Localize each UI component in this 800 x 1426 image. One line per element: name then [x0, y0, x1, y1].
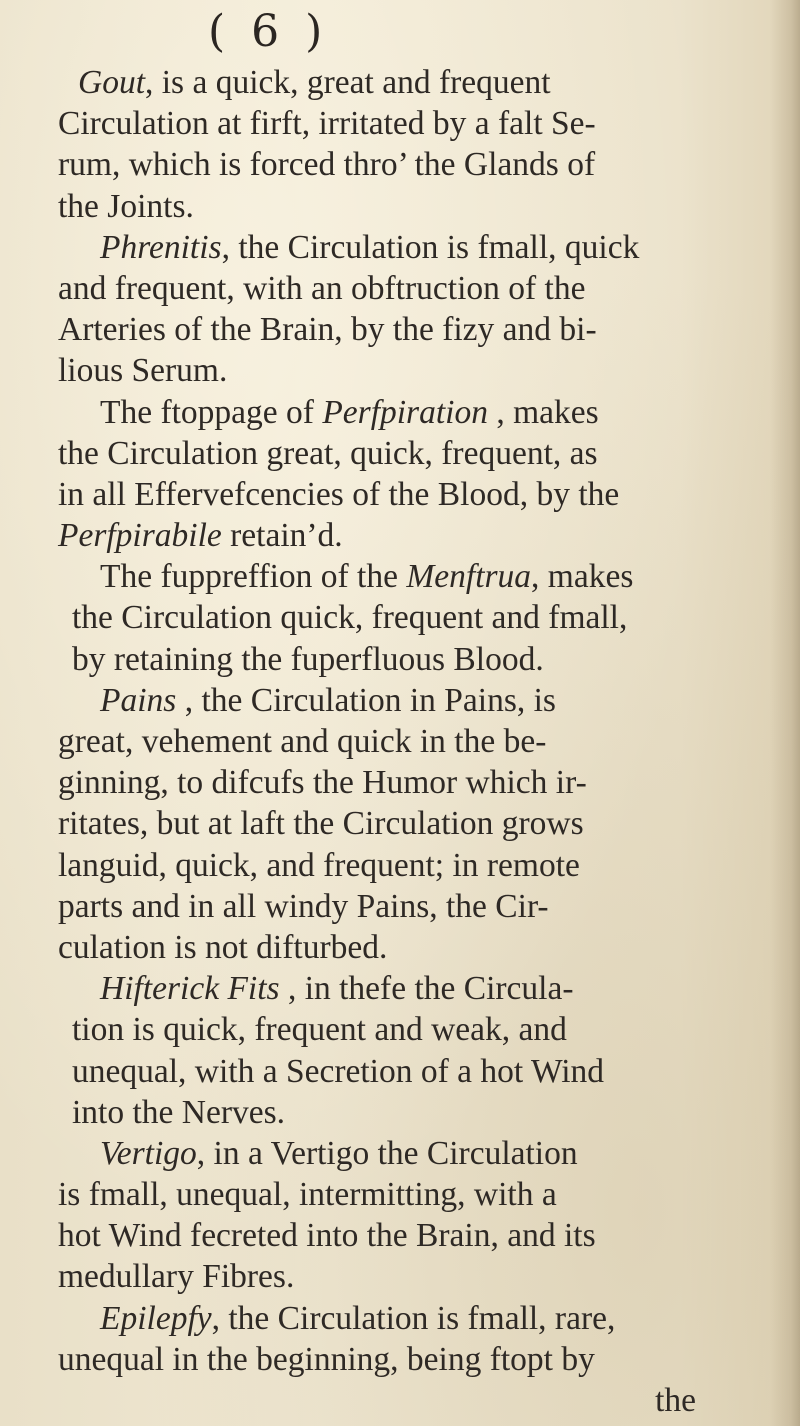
text-line: hot Wind fecreted into the Brain, and its [58, 1217, 596, 1255]
text-line: Vertigo, in a Vertigo the Circulation [100, 1134, 578, 1172]
text-line: The fuppreffion of the Menftrua, makes [100, 558, 634, 596]
text-line: unequal, with a Secretion of a hot Wind [72, 1052, 605, 1090]
text-line: The ftoppage of Perfpiration , makes [100, 393, 599, 431]
text-line: lious Serum. [58, 352, 228, 390]
text-line: languid, quick, and frequent; in remote [58, 846, 580, 884]
text-line: rum, which is forced thro’ the Glands of [58, 146, 596, 184]
text-line: unequal in the beginning, being ftopt by [58, 1340, 595, 1378]
text-line: ritates, but at laft the Circulation grows [58, 805, 584, 843]
text-line: the Circulation quick, frequent and fmall, [72, 599, 628, 637]
text-line: into the Nerves. [72, 1093, 286, 1131]
catchword: the [655, 1382, 696, 1419]
body-text [58, 62, 748, 1421]
text-line: ginning, to difcufs the Humor which ir- [58, 764, 587, 802]
text-line: Gout, is a quick, great and frequent [78, 64, 551, 101]
text-line: the Circulation great, quick, frequent, as [58, 434, 598, 472]
text-line: is fmall, unequal, intermitting, with a [58, 1176, 557, 1214]
text-line: by retaining the fuperfluous Blood. [72, 640, 544, 678]
text-line: Phrenitis, the Circulation is fmall, quick [100, 228, 640, 266]
text-line: culation is not difturbed. [58, 928, 388, 966]
text-line: Hifterick Fits , in thefe the Circula- [100, 970, 574, 1008]
page-number: ( 6 ) [208, 6, 329, 57]
page-edge-shadow [770, 0, 800, 1426]
text-line: Epilepfy, the Circulation is fmall, rare, [100, 1299, 616, 1337]
text-line: in all Effervefcencies of the Blood, by the [58, 475, 620, 513]
text-line: Perfpirabile retain’d. [58, 517, 343, 555]
text-line: tion is quick, frequent and weak, and [72, 1011, 567, 1049]
text-line: great, vehement and quick in the be- [58, 723, 547, 760]
text-line: and frequent, with an obftruction of the [58, 269, 586, 307]
text-line: Circulation at firft, irritated by a falt Se- [58, 105, 596, 143]
text-line: medullary Fibres. [58, 1258, 295, 1296]
text-line: Arteries of the Brain, by the fizy and bi- [58, 311, 597, 349]
text-line: the Joints. [58, 187, 194, 225]
text-line: parts and in all windy Pains, the Cir- [58, 887, 549, 925]
text-line: Pains , the Circulation in Pains, is [100, 681, 556, 719]
